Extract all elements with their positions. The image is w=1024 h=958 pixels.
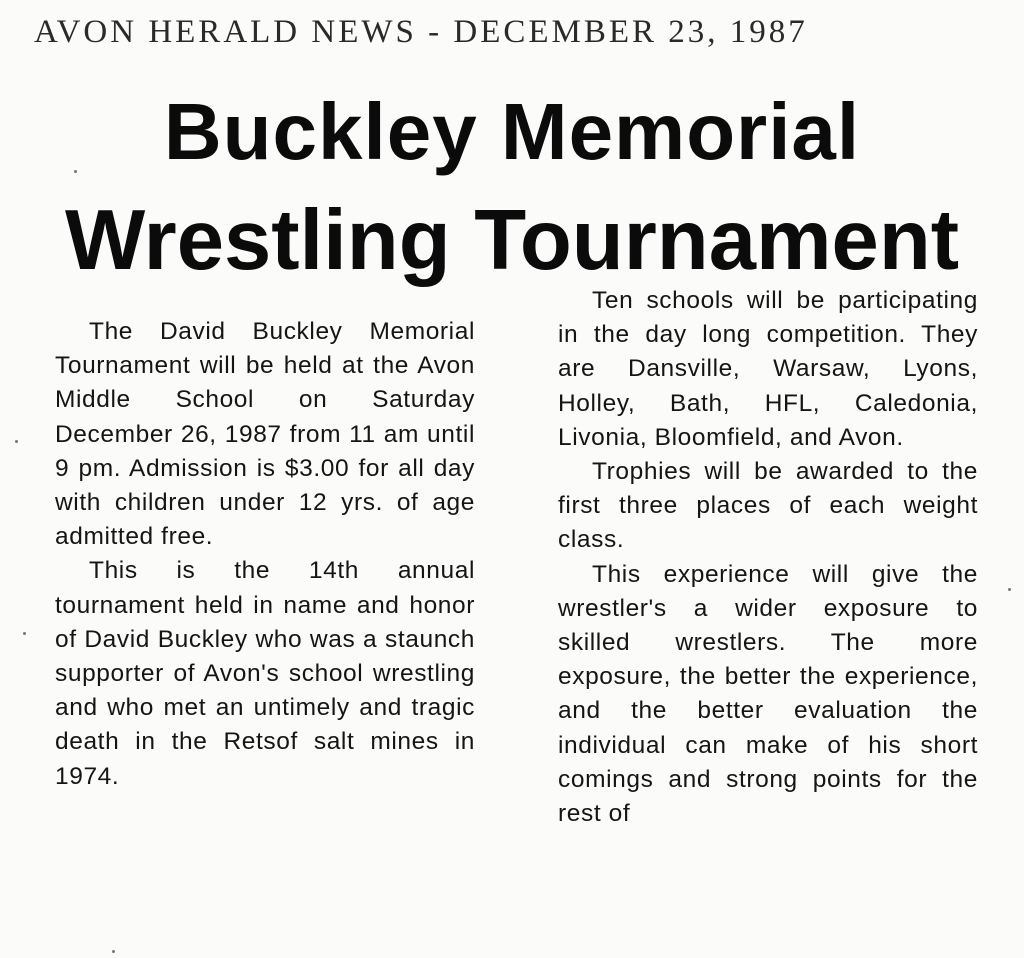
headline-line-1: Buckley Memorial [163, 87, 861, 176]
print-speck [23, 632, 26, 635]
print-speck [15, 440, 18, 443]
article-column-left [55, 315, 475, 794]
masthead: AVON HERALD NEWS - DECEMBER 23, 1987 [34, 14, 808, 50]
paragraph-participating-schools: Ten schools will be participating in the day long competition. They are Dansville, Warsaw, Lyons, Holley, Bath, HFL, Caledonia, Livonia, Bloomfield, and Avon. [558, 287, 978, 451]
print-speck [112, 950, 115, 953]
article-column-right [558, 284, 978, 831]
paragraph-david-buckley: This is the 14th annual tournament held in name and honor of David Buckley who was a staunch supporter of Avon's school wrestling and who met an untimely and tragic death in the Retsof salt mines in 1974. [55, 557, 475, 790]
print-speck [74, 170, 77, 173]
paragraph-trophies: Trophies will be awarded to the first three places of each weight class. [558, 458, 978, 554]
headline-line-2: Wrestling Tournament [64, 193, 960, 288]
paragraph-experience: This experience will give the wrestler's a wider exposure to skilled wrestlers. The more exposure, the better the experience, and the better evaluation the individual can make of his short comings and strong points for the rest of [558, 560, 978, 828]
paragraph-tournament-details: The David Buckley Memorial Tournament will be held at the Avon Middle School on Saturday December 26, 1987 from 11 am until 9 pm. Admission is $3.00 for all day with children under 12 yrs. of age admitted free. [55, 318, 475, 551]
print-speck [1008, 588, 1011, 591]
